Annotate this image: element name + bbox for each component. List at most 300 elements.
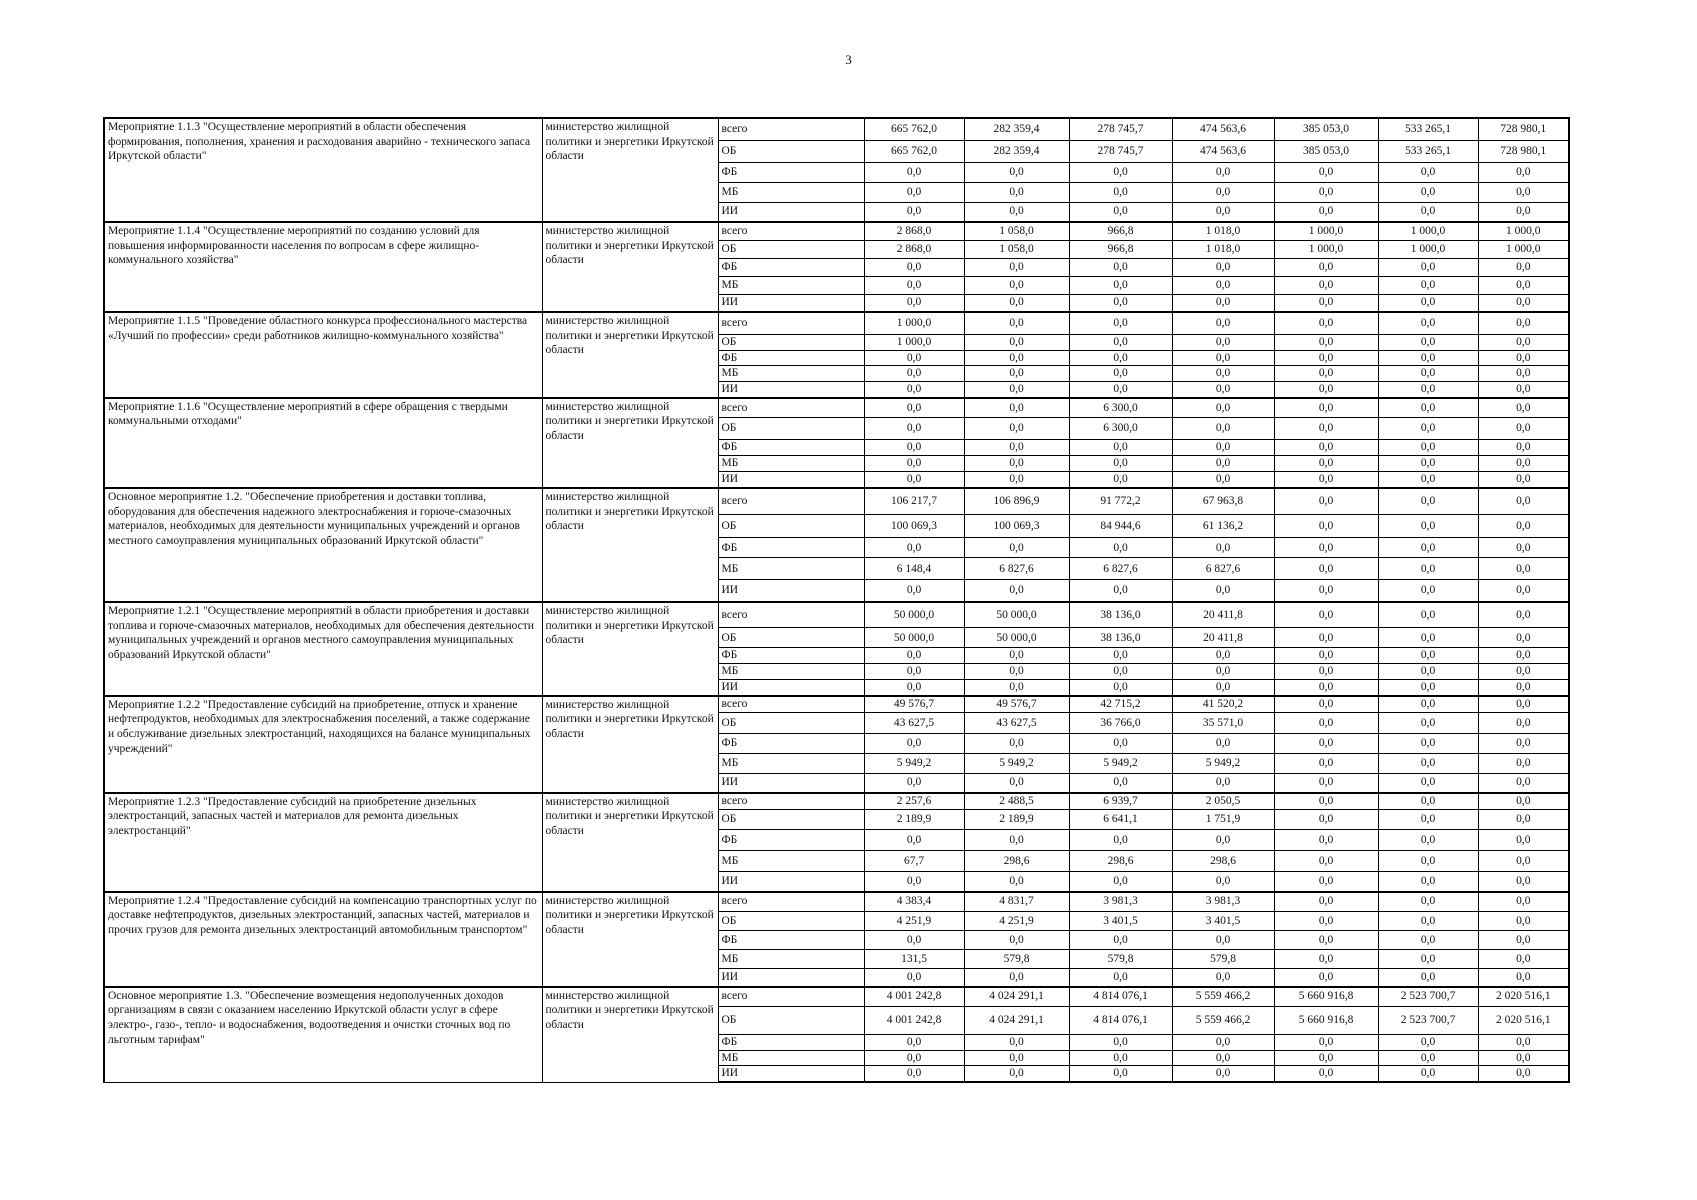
value-cell: 1 000,0 (1378, 222, 1478, 240)
value-cell: 0,0 (1172, 538, 1274, 558)
value-cell: 0,0 (1378, 734, 1478, 754)
funding-source-cell: ИИ (718, 472, 864, 488)
value-cell: 0,0 (1172, 381, 1274, 397)
value-cell: 0,0 (1378, 472, 1478, 488)
value-cell: 0,0 (1478, 1066, 1569, 1082)
value-cell: 0,0 (964, 294, 1069, 312)
value-cell: 0,0 (1172, 456, 1274, 472)
funding-source-cell: МБ (718, 950, 864, 969)
value-cell: 0,0 (1069, 538, 1172, 558)
value-cell: 0,0 (1378, 366, 1478, 382)
funding-source-cell: ФБ (718, 1035, 864, 1051)
value-cell: 0,0 (1478, 648, 1569, 664)
value-cell: 0,0 (864, 398, 964, 418)
value-cell: 0,0 (1478, 602, 1569, 628)
value-cell: 0,0 (1069, 830, 1172, 851)
value-cell: 4 001 242,8 (864, 1007, 964, 1035)
table-row (104, 312, 1569, 334)
value-cell: 0,0 (1172, 182, 1274, 202)
value-cell: 49 576,7 (964, 696, 1069, 713)
value-cell: 1 000,0 (1274, 240, 1378, 258)
value-cell: 2 189,9 (964, 810, 1069, 830)
value-cell: 0,0 (1478, 696, 1569, 713)
value-cell: 0,0 (1274, 830, 1378, 851)
value-cell: 0,0 (1172, 1050, 1274, 1066)
value-cell: 0,0 (1274, 892, 1378, 912)
value-cell: 0,0 (1172, 969, 1274, 987)
measure-name-cell: Мероприятие 1.1.4 "Осуществление мероприятий по созданию условий для повышения информированности населения по вопросам в сфере жилищно-коммунального хозяйства" (104, 222, 542, 312)
funding-source-cell: МБ (718, 851, 864, 872)
value-cell: 20 411,8 (1172, 628, 1274, 648)
value-cell: 0,0 (864, 162, 964, 182)
value-cell: 0,0 (1274, 1066, 1378, 1082)
value-cell: 0,0 (1478, 1050, 1569, 1066)
value-cell: 0,0 (1378, 350, 1478, 366)
value-cell: 0,0 (1478, 664, 1569, 680)
value-cell: 0,0 (1378, 398, 1478, 418)
value-cell: 4 814 076,1 (1069, 987, 1172, 1007)
value-cell: 0,0 (1274, 258, 1378, 276)
value-cell: 966,8 (1069, 222, 1172, 240)
value-cell: 0,0 (1069, 456, 1172, 472)
table-row (104, 488, 1569, 515)
value-cell: 579,8 (1069, 950, 1172, 969)
table-row (104, 222, 1569, 240)
value-cell: 0,0 (1172, 774, 1274, 793)
value-cell: 0,0 (1478, 276, 1569, 294)
value-cell: 6 641,1 (1069, 810, 1172, 830)
value-cell: 0,0 (1274, 440, 1378, 456)
value-cell: 0,0 (964, 1066, 1069, 1082)
value-cell: 0,0 (1172, 734, 1274, 754)
value-cell: 0,0 (1172, 366, 1274, 382)
value-cell: 0,0 (964, 830, 1069, 851)
funding-source-cell: ИИ (718, 580, 864, 602)
value-cell: 0,0 (1378, 830, 1478, 851)
value-cell: 0,0 (1478, 1035, 1569, 1051)
value-cell: 0,0 (1478, 456, 1569, 472)
value-cell: 50 000,0 (864, 628, 964, 648)
value-cell: 0,0 (1274, 696, 1378, 713)
value-cell: 282 359,4 (964, 118, 1069, 140)
value-cell: 533 265,1 (1378, 140, 1478, 162)
value-cell: 2 523 700,7 (1378, 987, 1478, 1007)
value-cell: 579,8 (1172, 950, 1274, 969)
value-cell: 0,0 (1378, 754, 1478, 774)
executor-cell: министерство жилищной политики и энергетики Иркутской области (542, 987, 718, 1083)
value-cell: 0,0 (1172, 334, 1274, 350)
value-cell: 0,0 (1069, 472, 1172, 488)
measure-name-cell: Основное мероприятие 1.2. "Обеспечение приобретения и доставки топлива, оборудования для обеспечения надежного электроснабжения и горюче-смазочных материалов, необходимых для деятельности муниципальных учреждений и органов местного самоуправления муниципальных образований Иркутской области" (104, 488, 542, 602)
value-cell: 0,0 (864, 664, 964, 680)
value-cell: 0,0 (1274, 602, 1378, 628)
funding-source-cell: всего (718, 118, 864, 140)
value-cell: 0,0 (1478, 182, 1569, 202)
funding-source-cell: ФБ (718, 648, 864, 664)
value-cell: 0,0 (1274, 931, 1378, 950)
value-cell: 2 020 516,1 (1478, 1007, 1569, 1035)
funding-source-cell: ФБ (718, 258, 864, 276)
funding-source-cell: ОБ (718, 713, 864, 734)
value-cell: 4 251,9 (864, 912, 964, 931)
value-cell: 0,0 (1478, 892, 1569, 912)
value-cell: 0,0 (964, 440, 1069, 456)
value-cell: 0,0 (1172, 418, 1274, 440)
value-cell: 0,0 (1478, 754, 1569, 774)
value-cell: 2 868,0 (864, 222, 964, 240)
value-cell: 0,0 (1274, 472, 1378, 488)
funding-source-cell: ИИ (718, 1066, 864, 1082)
value-cell: 0,0 (1069, 294, 1172, 312)
value-cell: 43 627,5 (864, 713, 964, 734)
value-cell: 0,0 (964, 538, 1069, 558)
value-cell: 0,0 (1478, 580, 1569, 602)
funding-source-cell: ИИ (718, 202, 864, 222)
value-cell: 0,0 (1378, 1035, 1478, 1051)
value-cell: 0,0 (1172, 872, 1274, 892)
table-row (104, 696, 1569, 713)
value-cell: 0,0 (1069, 334, 1172, 350)
value-cell: 0,0 (964, 872, 1069, 892)
value-cell: 4 251,9 (964, 912, 1069, 931)
value-cell: 41 520,2 (1172, 696, 1274, 713)
funding-source-cell: ОБ (718, 334, 864, 350)
value-cell: 2 020 516,1 (1478, 987, 1569, 1007)
value-cell: 0,0 (1378, 696, 1478, 713)
value-cell: 0,0 (1274, 294, 1378, 312)
value-cell: 0,0 (1172, 830, 1274, 851)
funding-source-cell: ИИ (718, 294, 864, 312)
value-cell: 0,0 (964, 580, 1069, 602)
table-row (104, 793, 1569, 810)
value-cell: 0,0 (964, 276, 1069, 294)
value-cell: 2 257,6 (864, 793, 964, 810)
value-cell: 1 000,0 (1478, 240, 1569, 258)
value-cell: 4 024 291,1 (964, 987, 1069, 1007)
funding-source-cell: МБ (718, 1050, 864, 1066)
value-cell: 0,0 (864, 456, 964, 472)
value-cell: 966,8 (1069, 240, 1172, 258)
value-cell: 0,0 (1172, 1066, 1274, 1082)
value-cell: 0,0 (1378, 872, 1478, 892)
value-cell: 0,0 (1274, 1035, 1378, 1051)
value-cell: 0,0 (1478, 538, 1569, 558)
value-cell: 0,0 (1274, 312, 1378, 334)
value-cell: 0,0 (1274, 648, 1378, 664)
value-cell: 5 949,2 (864, 754, 964, 774)
value-cell: 5 559 466,2 (1172, 987, 1274, 1007)
value-cell: 0,0 (864, 294, 964, 312)
value-cell: 0,0 (964, 664, 1069, 680)
funding-source-cell: ИИ (718, 679, 864, 695)
value-cell: 0,0 (1478, 366, 1569, 382)
table-row (104, 118, 1569, 140)
value-cell: 2 189,9 (864, 810, 964, 830)
value-cell: 0,0 (964, 182, 1069, 202)
funding-source-cell: ОБ (718, 1007, 864, 1035)
value-cell: 0,0 (1478, 679, 1569, 695)
measure-name-cell: Мероприятие 1.1.3 "Осуществление мероприятий в области обеспечения формирования, пополнения, хранения и расходования аварийно - технического запаса Иркутской области" (104, 118, 542, 222)
table-row (104, 892, 1569, 912)
value-cell: 665 762,0 (864, 140, 964, 162)
value-cell: 0,0 (1478, 558, 1569, 580)
value-cell: 0,0 (1274, 580, 1378, 602)
value-cell: 0,0 (1478, 350, 1569, 366)
value-cell: 0,0 (1172, 648, 1274, 664)
funding-source-cell: ОБ (718, 515, 864, 538)
value-cell: 0,0 (964, 1035, 1069, 1051)
funding-source-cell: всего (718, 892, 864, 912)
executor-cell: министерство жилищной политики и энергетики Иркутской области (542, 118, 718, 222)
value-cell: 0,0 (864, 538, 964, 558)
value-cell: 0,0 (1069, 648, 1172, 664)
value-cell: 0,0 (1274, 774, 1378, 793)
value-cell: 38 136,0 (1069, 628, 1172, 648)
value-cell: 0,0 (1378, 456, 1478, 472)
executor-cell: министерство жилищной политики и энергетики Иркутской области (542, 696, 718, 793)
value-cell: 4 383,4 (864, 892, 964, 912)
value-cell: 1 000,0 (1274, 222, 1378, 240)
measure-name-cell: Мероприятие 1.2.4 "Предоставление субсидий на компенсацию транспортных услуг по доставке нефтепродуктов, дизельных электростанций, запасных частей, материалов и прочих грузов для ремонта дизельных электростанций автомобильным транспортом" (104, 892, 542, 987)
value-cell: 0,0 (1274, 558, 1378, 580)
executor-cell: министерство жилищной политики и энергетики Иркутской области (542, 312, 718, 398)
value-cell: 0,0 (1378, 648, 1478, 664)
value-cell: 0,0 (1274, 713, 1378, 734)
value-cell: 84 944,6 (1069, 515, 1172, 538)
value-cell: 131,5 (864, 950, 964, 969)
value-cell: 1 000,0 (864, 312, 964, 334)
funding-source-cell: ОБ (718, 418, 864, 440)
funding-source-cell: МБ (718, 558, 864, 580)
value-cell: 0,0 (1378, 793, 1478, 810)
value-cell: 36 766,0 (1069, 713, 1172, 734)
value-cell: 6 148,4 (864, 558, 964, 580)
funding-source-cell: ОБ (718, 912, 864, 931)
value-cell: 0,0 (1069, 440, 1172, 456)
value-cell: 0,0 (1378, 381, 1478, 397)
value-cell: 0,0 (1069, 734, 1172, 754)
funding-source-cell: всего (718, 602, 864, 628)
value-cell: 5 559 466,2 (1172, 1007, 1274, 1035)
value-cell: 0,0 (1378, 312, 1478, 334)
value-cell: 0,0 (1378, 774, 1478, 793)
value-cell: 0,0 (1378, 488, 1478, 515)
value-cell: 0,0 (1069, 381, 1172, 397)
value-cell: 0,0 (1478, 294, 1569, 312)
value-cell: 0,0 (1478, 258, 1569, 276)
value-cell: 0,0 (1478, 515, 1569, 538)
value-cell: 35 571,0 (1172, 713, 1274, 734)
value-cell: 0,0 (1274, 679, 1378, 695)
value-cell: 50 000,0 (864, 602, 964, 628)
value-cell: 0,0 (864, 969, 964, 987)
value-cell: 3 981,3 (1172, 892, 1274, 912)
value-cell: 0,0 (1172, 276, 1274, 294)
value-cell: 0,0 (964, 312, 1069, 334)
value-cell: 0,0 (1478, 793, 1569, 810)
value-cell: 0,0 (1172, 931, 1274, 950)
value-cell: 1 018,0 (1172, 222, 1274, 240)
value-cell: 5 949,2 (1172, 754, 1274, 774)
value-cell: 0,0 (1378, 580, 1478, 602)
value-cell: 579,8 (964, 950, 1069, 969)
value-cell: 0,0 (864, 440, 964, 456)
funding-source-cell: ИИ (718, 774, 864, 793)
value-cell: 0,0 (1069, 258, 1172, 276)
value-cell: 0,0 (1069, 350, 1172, 366)
value-cell: 0,0 (1274, 810, 1378, 830)
value-cell: 0,0 (1274, 872, 1378, 892)
value-cell: 0,0 (1478, 774, 1569, 793)
funding-source-cell: ИИ (718, 872, 864, 892)
value-cell: 106 896,9 (964, 488, 1069, 515)
value-cell: 0,0 (1274, 418, 1378, 440)
funding-source-cell: МБ (718, 456, 864, 472)
value-cell: 2 488,5 (964, 793, 1069, 810)
value-cell: 6 827,6 (964, 558, 1069, 580)
table-body (104, 118, 1569, 1082)
value-cell: 0,0 (1478, 950, 1569, 969)
value-cell: 6 827,6 (1172, 558, 1274, 580)
funding-source-cell: всего (718, 312, 864, 334)
funding-source-cell: МБ (718, 182, 864, 202)
value-cell: 665 762,0 (864, 118, 964, 140)
value-cell: 0,0 (964, 931, 1069, 950)
value-cell: 0,0 (1069, 162, 1172, 182)
value-cell: 0,0 (864, 366, 964, 382)
value-cell: 0,0 (864, 774, 964, 793)
value-cell: 0,0 (1378, 628, 1478, 648)
value-cell: 0,0 (1378, 931, 1478, 950)
value-cell: 4 814 076,1 (1069, 1007, 1172, 1035)
value-cell: 5 949,2 (964, 754, 1069, 774)
value-cell: 474 563,6 (1172, 140, 1274, 162)
value-cell: 3 981,3 (1069, 892, 1172, 912)
value-cell: 728 980,1 (1478, 140, 1569, 162)
measure-name-cell: Мероприятие 1.1.6 "Осуществление мероприятий в сфере обращения с твердыми коммунальными отходами" (104, 398, 542, 488)
value-cell: 1 058,0 (964, 222, 1069, 240)
value-cell: 3 401,5 (1069, 912, 1172, 931)
value-cell: 0,0 (1478, 969, 1569, 987)
value-cell: 0,0 (1172, 258, 1274, 276)
value-cell: 0,0 (1274, 162, 1378, 182)
value-cell: 1 000,0 (1478, 222, 1569, 240)
value-cell: 0,0 (1069, 1066, 1172, 1082)
funding-source-cell: ИИ (718, 381, 864, 397)
value-cell: 0,0 (964, 734, 1069, 754)
value-cell: 0,0 (1378, 713, 1478, 734)
value-cell: 282 359,4 (964, 140, 1069, 162)
measure-name-cell: Мероприятие 1.2.2 "Предоставление субсидий на приобретение, отпуск и хранение нефтепродуктов, необходимых для электроснабжения поселений, а также содержание и обслуживание дизельных электростанций, находящихся на балансе муниципальных учреждений" (104, 696, 542, 793)
value-cell: 0,0 (1378, 276, 1478, 294)
value-cell: 1 058,0 (964, 240, 1069, 258)
value-cell: 533 265,1 (1378, 118, 1478, 140)
value-cell: 2 868,0 (864, 240, 964, 258)
value-cell: 298,6 (1069, 851, 1172, 872)
value-cell: 0,0 (1274, 456, 1378, 472)
table-row (104, 398, 1569, 418)
funding-source-cell: ФБ (718, 830, 864, 851)
funding-source-cell: МБ (718, 366, 864, 382)
value-cell: 1 018,0 (1172, 240, 1274, 258)
value-cell: 0,0 (1069, 366, 1172, 382)
value-cell: 0,0 (1274, 488, 1378, 515)
value-cell: 0,0 (1378, 202, 1478, 222)
table-row (104, 602, 1569, 628)
value-cell: 0,0 (1478, 872, 1569, 892)
value-cell: 0,0 (864, 648, 964, 664)
value-cell: 50 000,0 (964, 602, 1069, 628)
value-cell: 0,0 (964, 456, 1069, 472)
value-cell: 0,0 (1172, 440, 1274, 456)
value-cell: 2 523 700,7 (1378, 1007, 1478, 1035)
value-cell: 728 980,1 (1478, 118, 1569, 140)
value-cell: 0,0 (1478, 398, 1569, 418)
measure-name-cell: Мероприятие 1.2.1 "Осуществление мероприятий в области приобретения и доставки топлива и горюче-смазочных материалов, необходимых для обеспечения деятельности муниципальных учреждений и органов местного самоуправления муниципальных образований Иркутской области" (104, 602, 542, 696)
funding-source-cell: ФБ (718, 162, 864, 182)
value-cell: 0,0 (864, 472, 964, 488)
value-cell: 0,0 (1172, 312, 1274, 334)
value-cell: 61 136,2 (1172, 515, 1274, 538)
value-cell: 0,0 (1478, 734, 1569, 754)
value-cell: 0,0 (1378, 892, 1478, 912)
funding-source-cell: ИИ (718, 969, 864, 987)
value-cell: 0,0 (1378, 664, 1478, 680)
value-cell: 100 069,3 (864, 515, 964, 538)
value-cell: 4 024 291,1 (964, 1007, 1069, 1035)
executor-cell: министерство жилищной политики и энергетики Иркутской области (542, 222, 718, 312)
value-cell: 0,0 (1378, 912, 1478, 931)
value-cell: 0,0 (1274, 1050, 1378, 1066)
measure-name-cell: Мероприятие 1.1.5 "Проведение областного конкурса профессионального мастерства «Лучший по профессии» среди работников жилищно-коммунального хозяйства" (104, 312, 542, 398)
value-cell: 0,0 (1478, 472, 1569, 488)
value-cell: 49 576,7 (864, 696, 964, 713)
value-cell: 106 217,7 (864, 488, 964, 515)
value-cell: 0,0 (1274, 202, 1378, 222)
budget-table (103, 117, 1570, 1083)
value-cell: 298,6 (964, 851, 1069, 872)
value-cell: 0,0 (864, 202, 964, 222)
value-cell: 0,0 (864, 276, 964, 294)
funding-source-cell: ФБ (718, 734, 864, 754)
executor-cell: министерство жилищной политики и энергетики Иркутской области (542, 488, 718, 602)
value-cell: 0,0 (964, 366, 1069, 382)
value-cell: 0,0 (1478, 713, 1569, 734)
value-cell: 0,0 (1378, 294, 1478, 312)
value-cell: 0,0 (1274, 664, 1378, 680)
funding-source-cell: МБ (718, 754, 864, 774)
value-cell: 0,0 (1478, 162, 1569, 182)
value-cell: 0,0 (1069, 1035, 1172, 1051)
value-cell: 0,0 (864, 1050, 964, 1066)
value-cell: 0,0 (1378, 602, 1478, 628)
value-cell: 0,0 (1378, 679, 1478, 695)
funding-source-cell: ФБ (718, 931, 864, 950)
value-cell: 0,0 (1274, 350, 1378, 366)
value-cell: 0,0 (1274, 515, 1378, 538)
table-row (104, 987, 1569, 1007)
value-cell: 0,0 (864, 350, 964, 366)
value-cell: 50 000,0 (964, 628, 1069, 648)
funding-source-cell: ФБ (718, 538, 864, 558)
funding-source-cell: ФБ (718, 440, 864, 456)
value-cell: 100 069,3 (964, 515, 1069, 538)
funding-source-cell: МБ (718, 664, 864, 680)
value-cell: 0,0 (1378, 182, 1478, 202)
value-cell: 0,0 (1172, 202, 1274, 222)
funding-source-cell: ОБ (718, 240, 864, 258)
value-cell: 5 660 916,8 (1274, 1007, 1378, 1035)
